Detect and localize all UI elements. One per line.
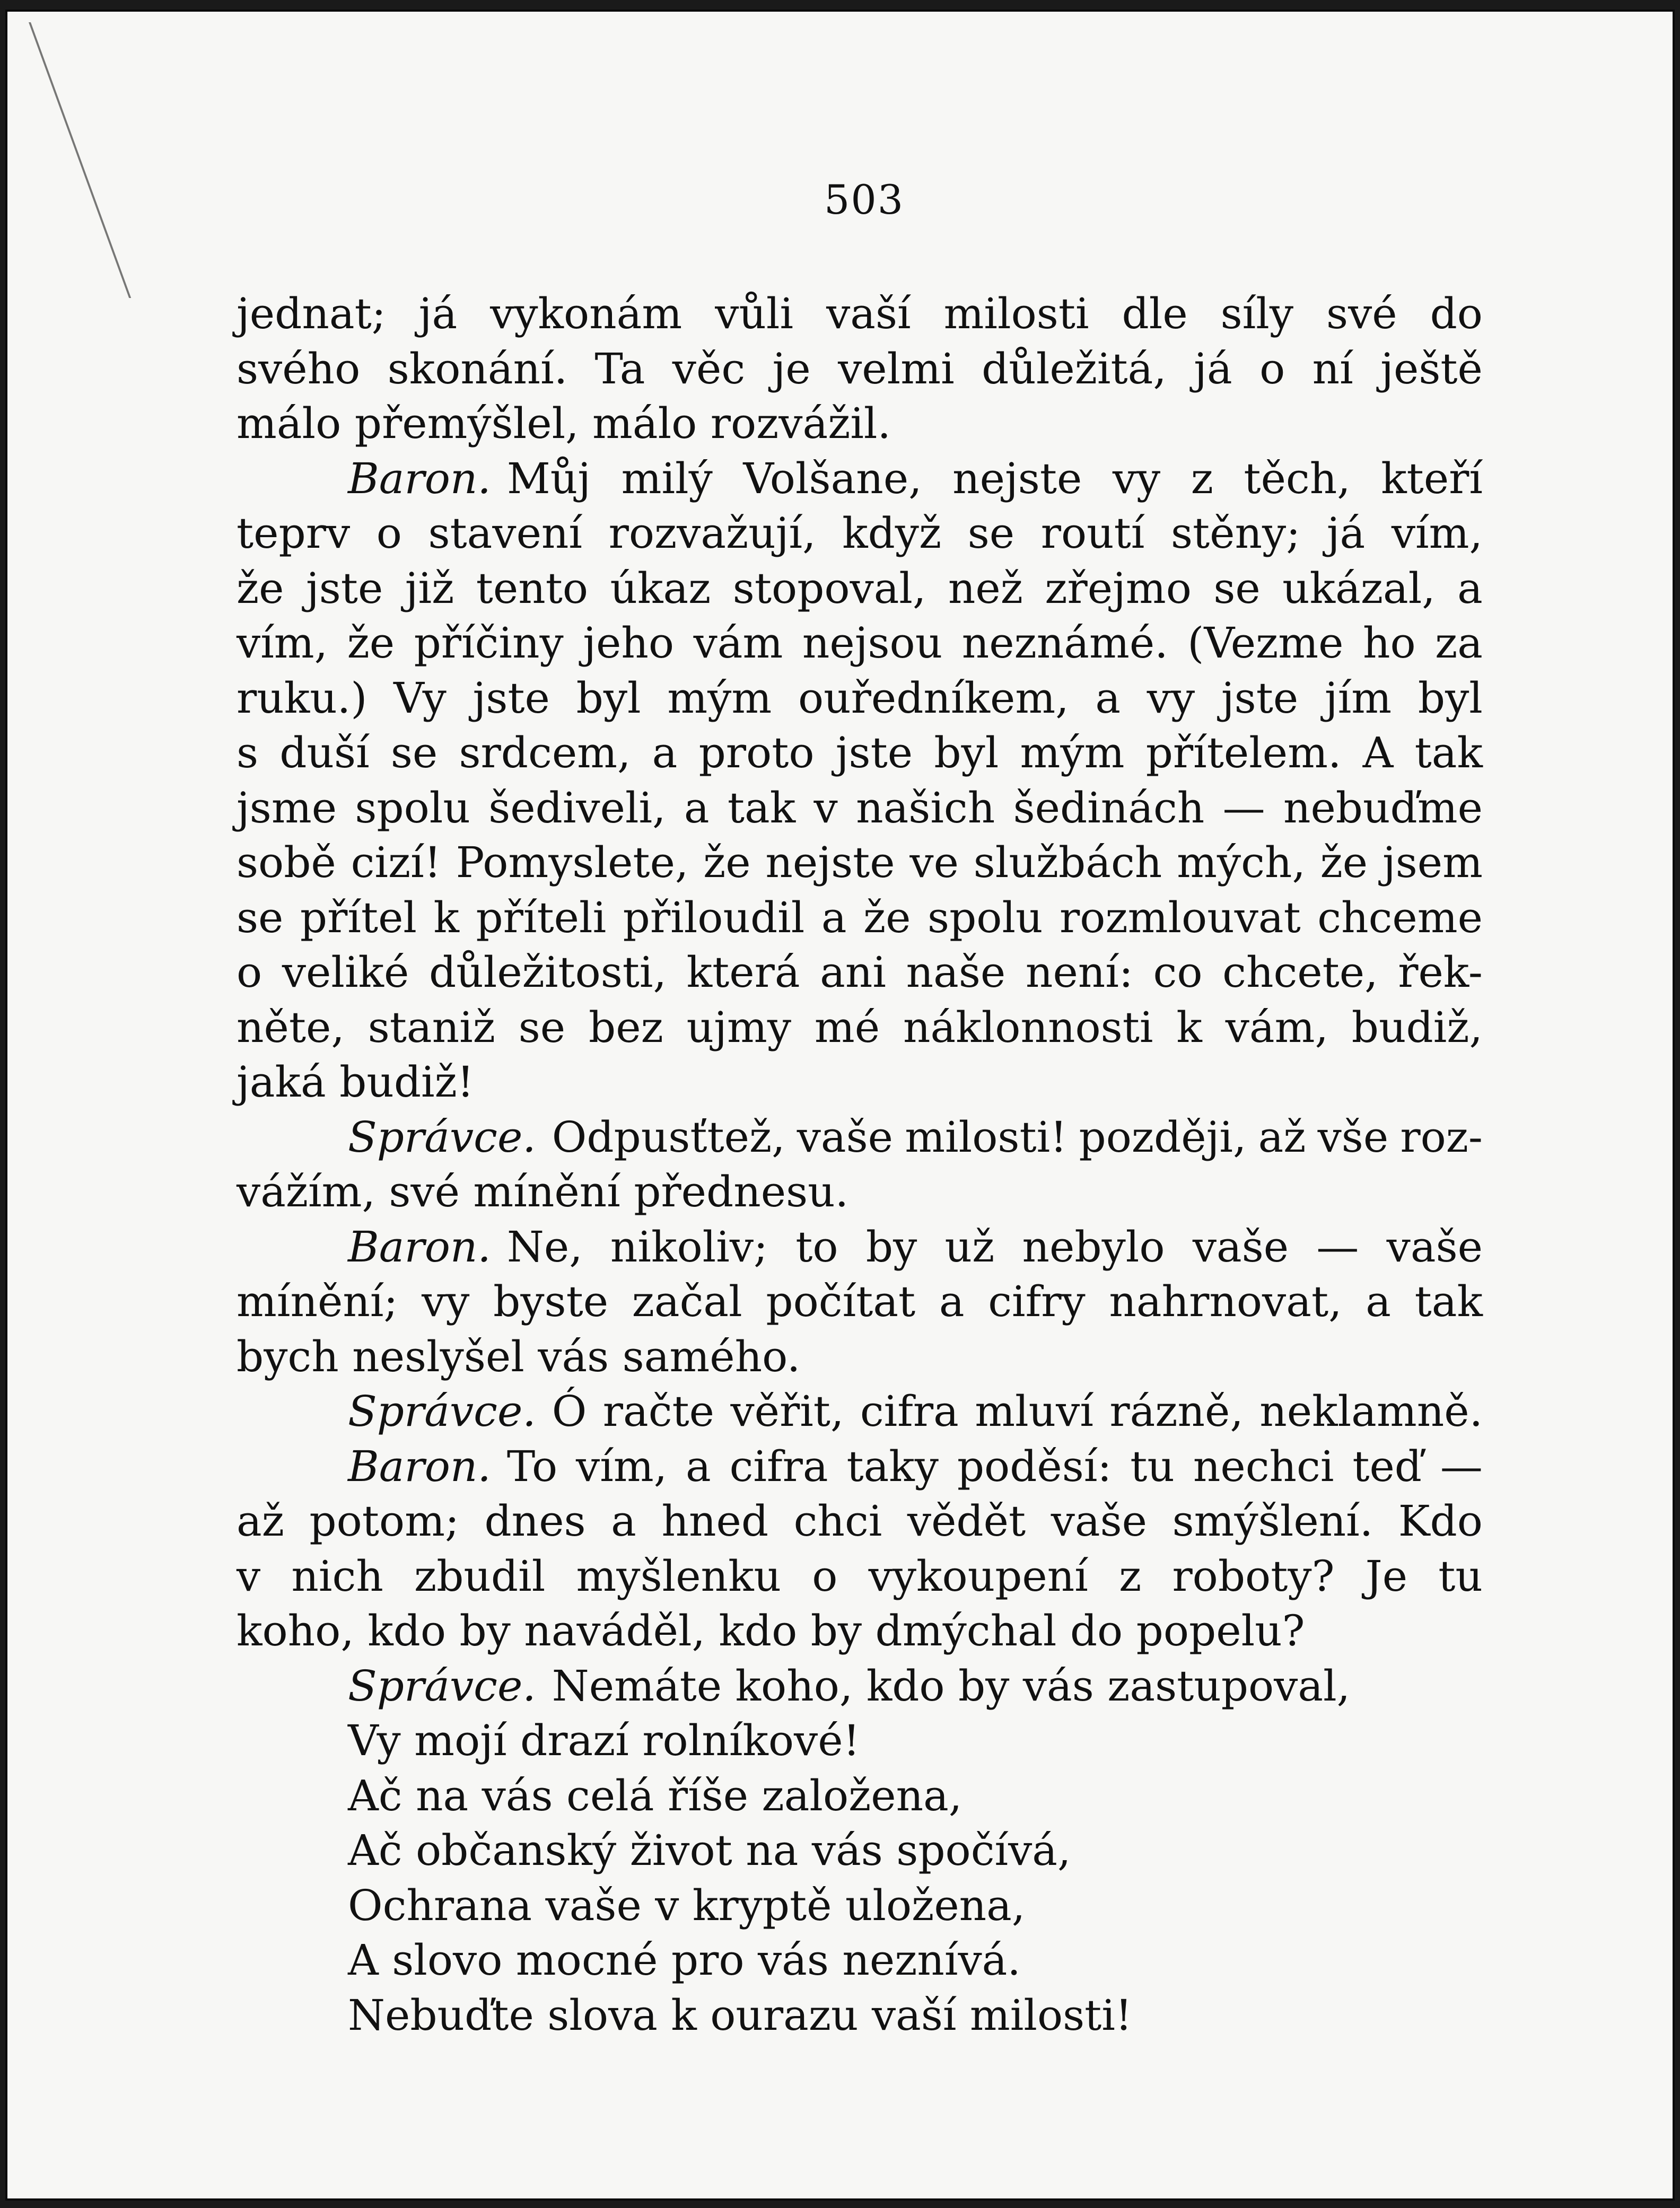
word: vaše: [1386, 1222, 1483, 1272]
word: začal: [632, 1277, 742, 1326]
word: tak: [727, 783, 796, 833]
word: vůli: [715, 289, 794, 338]
word: —: [1222, 783, 1265, 833]
line-text: koho, kdo by naváděl, kdo by dmýchal do popelu?: [237, 1606, 1305, 1655]
word: (Vezme: [1187, 618, 1344, 668]
word: vaše: [797, 1112, 894, 1162]
word: ujmy: [686, 1002, 792, 1052]
verse-text: Ač na vás celá říše založena,: [348, 1771, 962, 1820]
text-line: [237, 451, 1483, 506]
line-text: vážím, své mínění přednesu.: [237, 1167, 849, 1216]
word: v: [237, 1551, 261, 1601]
word: ukázal,: [1282, 563, 1436, 613]
word: tak: [1414, 728, 1483, 777]
word: Ta: [594, 344, 645, 393]
text-line: [237, 1713, 1483, 1768]
text-line: [237, 341, 1483, 397]
word: srdcem,: [459, 728, 631, 777]
word: ani: [820, 948, 886, 997]
speaker-name: Správce.: [348, 1112, 536, 1162]
word: vaší: [826, 289, 911, 338]
word: v: [813, 783, 838, 833]
word: roz-: [1400, 1112, 1483, 1162]
word: smýšlení.: [1172, 1496, 1373, 1546]
word: Kdo: [1398, 1496, 1483, 1546]
word: ruku.): [237, 673, 368, 723]
word: k: [433, 892, 459, 942]
word: tu: [1438, 1551, 1483, 1601]
word: věc: [672, 344, 746, 393]
word: vím,: [237, 618, 328, 668]
word: potom;: [309, 1496, 459, 1546]
word: stopoval,: [732, 563, 926, 613]
word: když: [842, 509, 942, 558]
word: své: [1326, 289, 1397, 338]
word: se: [518, 1002, 566, 1052]
word: a: [684, 783, 710, 833]
word: vám,: [1225, 1002, 1328, 1052]
word: milý: [621, 453, 713, 503]
word: se: [237, 892, 284, 942]
word: úkaz: [610, 563, 711, 613]
word: teď: [1352, 1441, 1422, 1491]
word: jsem: [1382, 838, 1483, 887]
word: se: [967, 509, 1015, 558]
word: později,: [1079, 1112, 1247, 1162]
word: z: [1119, 1551, 1142, 1601]
word: že: [237, 563, 284, 613]
word: a: [1457, 563, 1483, 613]
word: až: [1258, 1112, 1306, 1162]
speaker-name: Baron.: [348, 1222, 491, 1272]
word: budiž,: [1351, 1002, 1483, 1052]
word: naše: [906, 948, 1006, 997]
word: rozmlouvat: [1060, 892, 1301, 942]
text-line: [237, 1110, 1483, 1165]
word: spolu: [928, 892, 1043, 942]
word: z: [1191, 453, 1213, 503]
text-line: [237, 835, 1483, 890]
text-line: [237, 1384, 1483, 1439]
word: že: [703, 838, 751, 887]
word: síly: [1220, 289, 1294, 338]
word: neznámé.: [961, 618, 1168, 668]
word: že: [1320, 838, 1368, 887]
word: šedinách: [1013, 783, 1205, 833]
word: mínění;: [237, 1277, 398, 1326]
word: zřejmo: [1045, 563, 1192, 613]
speaker-name: Správce.: [348, 1387, 536, 1436]
word: vy: [422, 1277, 470, 1326]
word: Je: [1365, 1551, 1408, 1601]
word: něte,: [237, 1002, 345, 1052]
word: Odpusťtež,: [552, 1112, 785, 1162]
word: zbudil: [414, 1551, 546, 1601]
word: chcete,: [1222, 948, 1378, 997]
book-page: [5, 10, 1675, 2201]
word: řek-: [1398, 948, 1483, 997]
word: dle: [1122, 289, 1188, 338]
word: já: [418, 289, 458, 338]
word: ní: [1312, 344, 1353, 393]
word: nebuďme: [1283, 783, 1483, 833]
word: vědět: [907, 1496, 1026, 1546]
text-line: [237, 1329, 1483, 1385]
word: šediveli,: [488, 783, 666, 833]
word: myšlenku: [576, 1551, 782, 1601]
word: by: [865, 1222, 917, 1272]
word: důležitosti,: [429, 948, 667, 997]
word: ho: [1362, 618, 1416, 668]
word: vše: [1317, 1112, 1389, 1162]
word: mým: [1020, 728, 1125, 777]
word: mé: [814, 1002, 880, 1052]
word: staniž: [368, 1002, 495, 1052]
word: za: [1435, 618, 1483, 668]
word: byl: [1418, 673, 1483, 723]
word: tak: [1414, 1277, 1483, 1326]
word: to: [795, 1222, 838, 1272]
text-line: [237, 286, 1483, 341]
word: jste: [472, 673, 550, 723]
line-text: jaká budiž!: [237, 1057, 474, 1107]
word: rozvažují,: [608, 509, 816, 558]
text-line: [237, 1055, 1483, 1110]
word: nejste: [952, 453, 1082, 503]
word: je: [772, 344, 811, 393]
word: vykonám: [490, 289, 682, 338]
word: To: [506, 1441, 558, 1491]
word: co: [1153, 948, 1203, 997]
page-number: 503: [824, 176, 905, 223]
text-line: [237, 1988, 1483, 2043]
word: milosti!: [905, 1112, 1068, 1162]
word: Můj: [506, 453, 591, 503]
word: jeho: [583, 618, 675, 668]
line-text: málo přemýšlel, málo rozvážil.: [237, 399, 891, 448]
word: počítat: [766, 1277, 916, 1326]
word: chci: [793, 1496, 882, 1546]
word: neklamně.: [1259, 1387, 1483, 1436]
word: vám: [693, 618, 783, 668]
word: vy: [1147, 673, 1195, 723]
text-line: [237, 1164, 1483, 1220]
text-line: [237, 1220, 1483, 1275]
speaker-name: Baron.: [348, 453, 491, 503]
text-line: [237, 1823, 1483, 1878]
word: než: [948, 563, 1023, 613]
word: přítelem.: [1145, 728, 1342, 777]
word: ouředníkem,: [798, 673, 1069, 723]
word: nejsou: [802, 618, 943, 668]
word: příčiny: [414, 618, 564, 668]
text-line: [237, 725, 1483, 781]
verse-text: Vy mojí drazí rolníkové!: [348, 1716, 860, 1765]
text-line: [237, 561, 1483, 616]
word: Ne,: [506, 1222, 583, 1272]
word: o: [812, 1551, 838, 1601]
word: se: [1213, 563, 1261, 613]
word: jednat;: [237, 289, 386, 338]
word: o: [376, 509, 402, 558]
word: není:: [1025, 948, 1133, 997]
word: přiloudil: [623, 892, 805, 942]
word: až: [237, 1496, 284, 1546]
word: cifry: [988, 1277, 1086, 1326]
word: spolu: [355, 783, 470, 833]
word: mých,: [1177, 838, 1306, 887]
word: nechci: [1193, 1441, 1334, 1491]
word: stěny;: [1170, 509, 1301, 558]
word: jím: [1324, 673, 1392, 723]
verse-text: A slovo mocné pro vás neznívá.: [348, 1935, 1021, 1985]
body-text: [237, 286, 1483, 2043]
word: vaše: [1192, 1222, 1289, 1272]
word: jste: [835, 728, 913, 777]
verse-text: Ochrana vaše v kryptě uložena,: [348, 1880, 1026, 1930]
text-line: [237, 1768, 1483, 1824]
text-line: [237, 1274, 1483, 1329]
word: taky: [846, 1441, 939, 1491]
word: vy: [1112, 453, 1161, 503]
word: nikoliv;: [610, 1222, 768, 1272]
text-line: [237, 890, 1483, 945]
word: s: [237, 728, 259, 777]
word: tu: [1130, 1441, 1175, 1491]
word: ještě: [1380, 344, 1483, 393]
text-line: [237, 1878, 1483, 1933]
word: svého: [237, 344, 361, 393]
text-line: [237, 396, 1483, 451]
word: stavení: [428, 509, 583, 558]
verse-text: Nemáte koho, kdo by vás zastupoval,: [552, 1661, 1351, 1711]
word: —: [1440, 1441, 1483, 1491]
speaker-name: Baron.: [348, 1441, 491, 1491]
word: jste: [1221, 673, 1299, 723]
text-line: [237, 781, 1483, 836]
word: už: [944, 1222, 995, 1272]
word: Vy: [393, 673, 447, 723]
word: rázně,: [1109, 1387, 1244, 1436]
text-line: [237, 1494, 1483, 1549]
word: bez: [589, 1002, 663, 1052]
word: příteli: [476, 892, 607, 942]
word: teprv: [237, 509, 351, 558]
word: vím,: [576, 1441, 668, 1491]
word: těch,: [1244, 453, 1351, 503]
word: cifra: [860, 1387, 959, 1436]
word: nebylo: [1022, 1222, 1165, 1272]
text-line: [237, 506, 1483, 561]
word: věřit,: [730, 1387, 844, 1436]
word: nich: [291, 1551, 383, 1601]
verse-text: Ač občanský život na vás spočívá,: [348, 1826, 1071, 1875]
word: již: [405, 563, 454, 613]
word: službách: [973, 838, 1162, 887]
text-line: [237, 945, 1483, 1000]
word: jste: [305, 563, 383, 613]
text-line: [237, 1604, 1483, 1659]
word: nejste: [765, 838, 895, 887]
word: a: [611, 1496, 636, 1546]
word: a: [1095, 673, 1121, 723]
word: já: [1194, 344, 1232, 393]
word: mluví: [975, 1387, 1093, 1436]
word: byste: [493, 1277, 609, 1326]
verse-text: Nebuďte slova k ourazu vaší milosti!: [348, 1990, 1133, 2040]
word: routí: [1040, 509, 1145, 558]
word: sobě: [237, 838, 336, 887]
word: dnes: [484, 1496, 586, 1546]
text-line: [237, 1933, 1483, 1988]
word: roboty?: [1172, 1551, 1335, 1601]
word: ve: [909, 838, 959, 887]
word: —: [1316, 1222, 1359, 1272]
text-line: [237, 1549, 1483, 1604]
text-line: [237, 1000, 1483, 1055]
word: velmi: [838, 344, 955, 393]
word: A: [1362, 728, 1394, 777]
word: a: [939, 1277, 965, 1326]
word: račte: [602, 1387, 714, 1436]
word: duší: [279, 728, 370, 777]
word: a: [652, 728, 678, 777]
word: kteří: [1381, 453, 1483, 503]
word: Pomyslete,: [456, 838, 689, 887]
word: o: [237, 948, 262, 997]
word: Volšane,: [743, 453, 922, 503]
word: chceme: [1317, 892, 1483, 942]
line-text: bych neslyšel vás samého.: [237, 1331, 801, 1381]
text-line: [237, 1439, 1483, 1494]
word: vaše: [1051, 1496, 1147, 1546]
word: jsme: [237, 783, 337, 833]
word: k: [1176, 1002, 1202, 1052]
word: byl: [576, 673, 641, 723]
word: veliké: [282, 948, 409, 997]
word: a: [1366, 1277, 1391, 1326]
word: já: [1326, 509, 1366, 558]
word: a: [821, 892, 847, 942]
word: mým: [667, 673, 772, 723]
word: tento: [476, 563, 589, 613]
word: cifra: [729, 1441, 828, 1491]
page-edge-shadow: [29, 22, 269, 298]
word: cizí!: [351, 838, 441, 887]
word: Ó: [552, 1387, 587, 1436]
text-line: [237, 616, 1483, 671]
word: že: [347, 618, 395, 668]
word: poděsí:: [957, 1441, 1112, 1491]
word: milosti: [943, 289, 1089, 338]
word: proto: [698, 728, 815, 777]
word: a: [686, 1441, 711, 1491]
word: že: [863, 892, 911, 942]
text-line: [237, 671, 1483, 726]
word: která: [686, 948, 800, 997]
word: nahrnovat,: [1109, 1277, 1342, 1326]
word: hned: [661, 1496, 769, 1546]
speaker-name: Správce.: [348, 1661, 536, 1711]
word: se: [390, 728, 438, 777]
word: vykoupení: [868, 1551, 1088, 1601]
word: důležitá,: [982, 344, 1167, 393]
word: o: [1259, 344, 1285, 393]
word: byl: [934, 728, 999, 777]
text-line: [237, 1659, 1483, 1714]
word: přítel: [300, 892, 417, 942]
word: vím,: [1391, 509, 1483, 558]
word: náklonnosti: [903, 1002, 1153, 1052]
word: našich: [856, 783, 995, 833]
word: do: [1430, 289, 1483, 338]
word: skonání.: [387, 344, 568, 393]
